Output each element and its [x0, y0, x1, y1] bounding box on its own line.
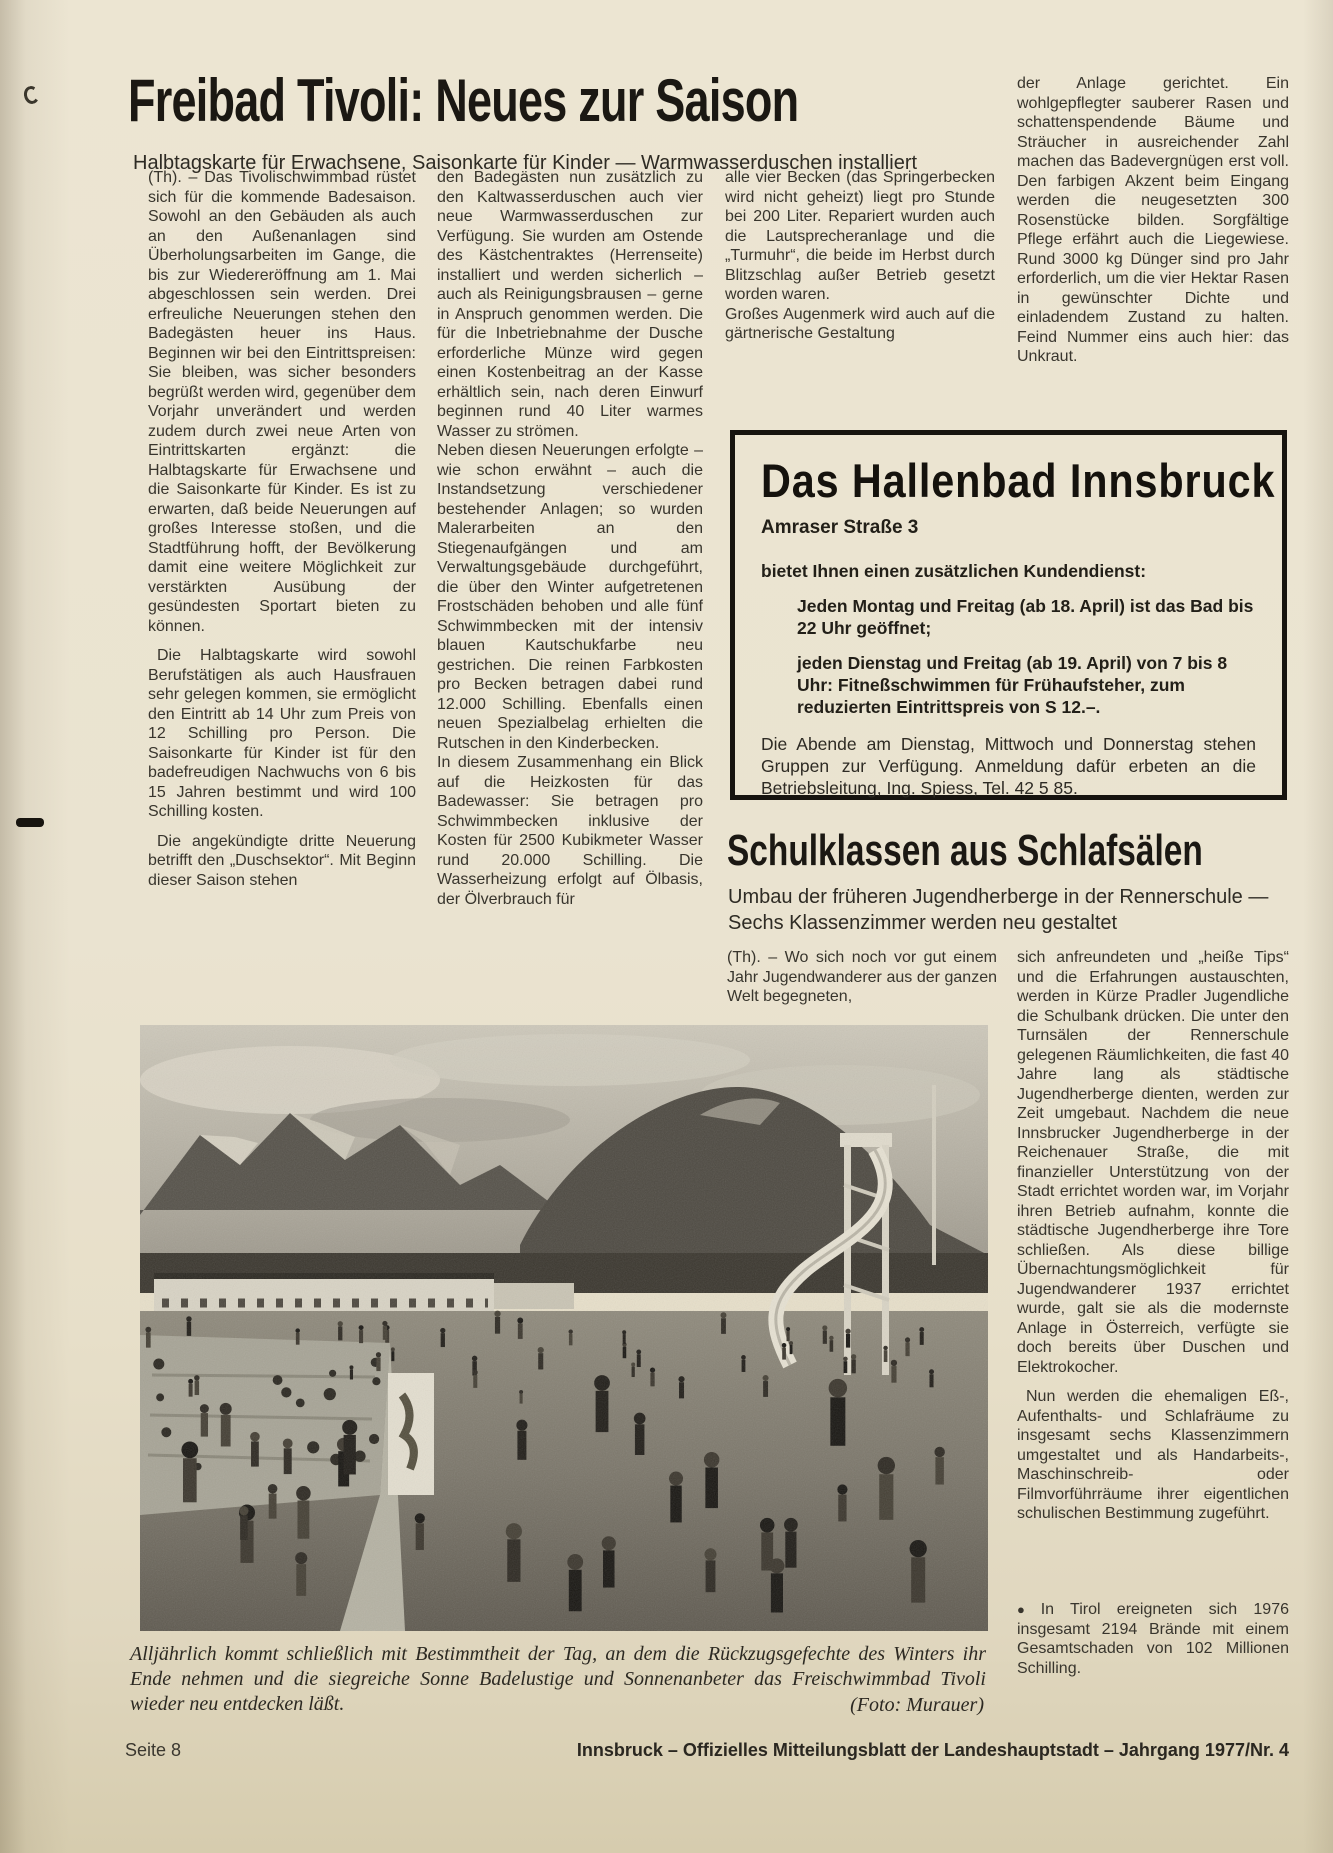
ad-address: Amraser Straße 3: [761, 517, 919, 538]
swimming-pool-photo: [140, 1025, 988, 1631]
footer-publication-line: Innsbruck – Offizielles Mitteilungsblatt der Landeshauptstadt – Jahrgang 1977/Nr. 4: [576, 1740, 1289, 1760]
scan-mark: [16, 818, 44, 827]
ad-note: Die Abende am Dienstag, Mittwoch und Donnerstag stehen Gruppen zur Verfügung. Anmeldung dafür erbeten an die Betriebsleitung, Ing. Spiess, Tel. 42 5 85.: [761, 734, 1256, 798]
ad-intro: bietet Ihnen einen zusätzlichen Kundendienst:: [761, 561, 1147, 581]
paragraph: Neben diesen Neuerungen erfolgte – wie schon erwähnt – auch die Instandsetzung verschiedener bestehender Anlagen; so wurden Malerarbeiten an den Stiegenaufgängen und am Verwaltungsgebäude durchgeführt, die über den Winter aufgetretenen Frostschäden behoben und alle fünf Schwimmbecken mit der intensiv blauen Kautschukfarbe neu gestrichen. Die reinen Farbkosten pro Becken betragen dabei rund 12.000 Schilling. Ebenfalls einen neuen Spezialbelag erhielten die Rutschen in den Kinderbecken.: [437, 442, 703, 752]
ad-title: Das Hallenbad Innsbruck: [761, 454, 1276, 507]
article-tivoli-column-1: [148, 168, 416, 890]
paragraph: der Anlage gerichtet. Ein wohlgepflegter sauberer Rasen und schattenspendende Bäume und Sträucher in ausreichender Zahl machen das Badevergnügen erst voll. Den farbigen Akzent beim Eingang werden die neugesetzten 300 Rosenstücke bilden. Sorgfältige Pflege erfährt auch die Liegewiese. Rund 3000 kg Dünger sind pro Jahr erforderlich, um die vier Hektar Rasen in gewünschter Dichte und einladendem Zustand zu halten. Feind Nummer eins auch hier: das Unkraut.: [1017, 75, 1289, 365]
news-item-text: In Tirol ereigneten sich 1976 insgesamt 2194 Brände mit einem Gesamtschaden von 102 Millionen Schilling.: [1017, 1601, 1290, 1677]
paragraph: Nun werden die ehemaligen Eß-, Aufenthalts- und Schlafräume zu insgesamt sechs Klassenzimmern umgestaltet und als Handarbeits-, Maschinschreib- oder Filmvorführräume ihrer eigentlichen schulischen Bestimmung zugeführt.: [1017, 1388, 1289, 1522]
paragraph: (Th). – Wo sich noch vor gut einem Jahr Jugendwanderer aus der ganzen Welt begegneten,: [727, 949, 997, 1005]
article-tivoli-column-3: [725, 168, 995, 344]
paragraph: sich anfreundeten und „heiße Tips“ und die Erfahrungen austauschten, werden in Kürze Pradler Jugendliche die Schulbank drücken. Die unter den Turnsälen der Rennerschule gelegenen Räumlichkeiten, die fast 40 Jahre lang als städtische Jugendherberge dienten, werden zur Zeit umgebaut. Nachdem die neue Innsbrucker Jugendherberge in der Reichenauer Straße, die mit finanzieller Unterstützung von der Stadt errichtet worden war, im Vorjahr ihren Betrieb aufnahm, konnte die städtische Jugendherberge ihre Tore schließen. Als diese billige Übernachtungsmöglichkeit für Jugendwanderer 1937 errichtet wurde, galt sie als die modernste Anlage in Österreich, verfügte sie doch bereits über Duschen und Elektrokocher.: [1017, 949, 1289, 1376]
news-item-braende: [1017, 1600, 1289, 1678]
photo-caption-text: Alljährlich kommt schließlich mit Bestimmtheit der Tag, an dem die Rückzugsgefechte des Winters ihr Ende nehmen und die siegreiche Sonne Badelustige und Sonnenanbeter das Freischwimmbad Tivoli wieder neu entdecken läßt.: [130, 1643, 986, 1715]
article-tivoli-column-4: [1017, 74, 1289, 367]
paragraph: (Th). – Das Tivolischwimmbad rüstet sich für die kommende Badesaison. Sowohl an den Gebäuden als auch an den Außenanlagen sind Überholungsarbeiten im Gange, die bis zur Wiedereröffnung am 1. Mai abgeschlossen sein werden. Drei erfreuliche Neuerungen stehen den Badegästen heuer ins Haus. Beginnen wir bei den Eintrittspreisen: Sie bleiben, was sicher besonders begrüßt werden wird, gegenüber dem Vorjahr unverändert und werden zudem durch zwei neue Arten von Eintrittskarten ergänzt: die Halbtagskarte für Erwachsene und die Saisonkarte für Kinder. Es ist zu erwarten, daß beide Neuerungen auf großes Interesse stoßen, und die Stadtführung hofft, der Bevölkerung damit eine weitere Möglichkeit zur verstärkten Ausübung der gesündesten Sportart bieten zu können.: [148, 169, 416, 635]
photo-credit: (Foto: Murauer): [850, 1694, 984, 1716]
ad-offer-monday: Jeden Montag und Freitag (ab 18. April) ist das Bad bis 22 Uhr geöffnet;: [797, 596, 1254, 638]
article-schulklassen-column-left: [727, 948, 997, 1007]
footer-page-number: Seite 8: [125, 1740, 182, 1760]
ad-offer-tuesday: jeden Dienstag und Freitag (ab 19. April) von 7 bis 8 Uhr: Fitneßschwimmen für Frühaufsteher, zum reduzierten Eintrittspreis von S 12.–.: [797, 653, 1228, 717]
bullet-icon: ●: [1017, 1602, 1037, 1617]
hallenbad-ad-box: [730, 430, 1287, 800]
photo-caption: [130, 1642, 986, 1717]
article-tivoli-headline: Freibad Tivoli: Neues zur Saison: [128, 67, 799, 134]
article-tivoli-subhead: Halbtagskarte für Erwachsene, Saisonkarte für Kinder — Warmwasserduschen installiert: [133, 152, 918, 174]
article-schulklassen-headline: Schulklassen aus Schlafsälen: [727, 826, 1203, 875]
paragraph: Die angekündigte dritte Neuerung betrifft den „Duschsektor“. Mit Beginn dieser Saison stehen: [148, 832, 416, 889]
paragraph: den Badegästen nun zusätzlich zu den Kaltwasserduschen auch vier neue Warmwasserduschen zur Verfügung. Sie wurden am Ostende des Kästchentraktes (Herrenseite) installiert und werden sicherlich – auch als Reinigungsbrausen – gerne in Anspruch genommen werden. Die für die Inbetriebnahme der Dusche erforderliche Münze wird gegen einen Kostenbeitrag an der Kasse erhältlich sein, nach deren Einwurf beginnen rund 40 Liter warmes Wasser zu strömen.: [437, 169, 703, 440]
paragraph: In diesem Zusammenhang ein Blick auf die Heizkosten für das Badewasser: Sie betragen pro Schwimmbecken inklusive der Kosten für 2500 Kubikmeter Wasser rund 20.000 Schilling. Die Wasserheizung erfolgt auf Ölbasis, der Ölverbrauch für: [437, 754, 703, 908]
article-schulklassen-subhead: Umbau der früheren Jugendherberge in der Rennerschule — Sechs Klassenzimmer werden neu gestaltet: [728, 886, 1269, 934]
paragraph: alle vier Becken (das Springerbecken wird nicht geheizt) liegt pro Stunde bei 200 Liter. Repariert wurden auch die Lautsprecheranlage und die „Turmuhr“, die beide im Herbst durch Blitzschlag außer Betrieb gesetzt worden waren.: [725, 169, 995, 303]
article-schulklassen-column-right: [1017, 948, 1289, 1524]
scan-mark: [22, 85, 40, 106]
paragraph: Die Halbtagskarte wird sowohl Berufstätigen als auch Hausfrauen sehr gelegen kommen, sie ermöglicht den Eintritt ab 14 Uhr zum Preis von 12 Schilling pro Person. Die Saisonkarte für Kinder ist für den badefreudigen Nachwuchs von 6 bis 15 Jahren bestimmt und wird 100 Schilling kosten.: [148, 647, 416, 820]
article-tivoli-column-2: [437, 168, 703, 909]
paragraph: Großes Augenmerk wird auch auf die gärtnerische Gestaltung: [725, 305, 995, 342]
